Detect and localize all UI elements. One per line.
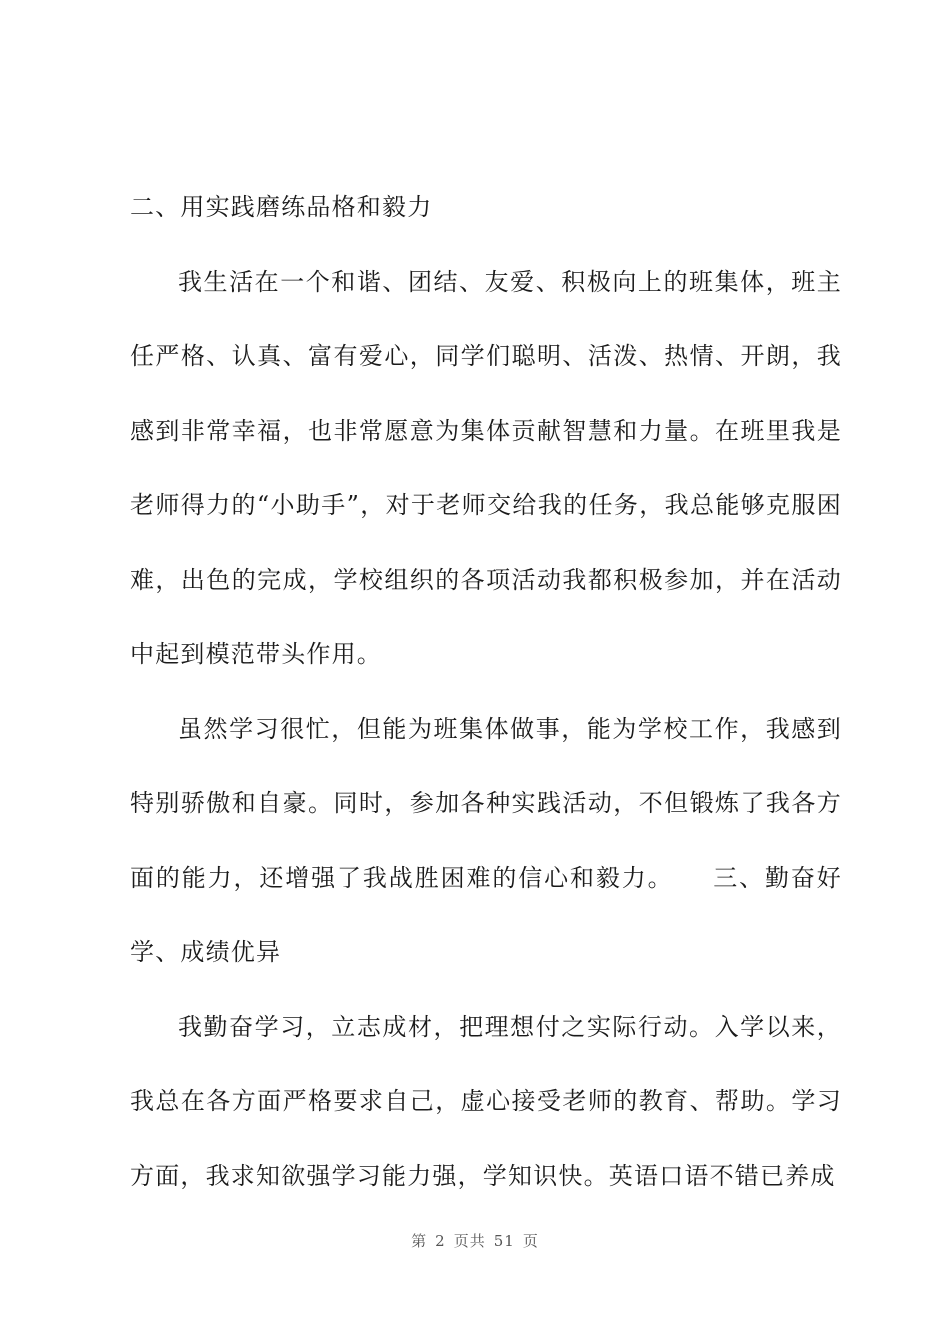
body-paragraph: 我生活在一个和谐、团结、友爱、积极向上的班集体，班主任严格、认真、富有爱心，同学们聪明、活泼、热情、开朗，我感到非常幸福，也非常愿意为集体贡献智慧和力量。在班里我是老师得力的“小助手”，对于老师交给我的任务，我总能够克服困难，出色的完成，学校组织的各项活动我都积极参加，并在活动中起到模范带头作用。 [130, 267, 842, 668]
footer-prefix: 第 [411, 1232, 428, 1250]
footer-total-pages: 51 [493, 1232, 515, 1250]
body-paragraph: 我勤奋学习，立志成材，把理想付之实际行动。入学以来，我总在各方面严格要求自己，虚心接受老师的教育、帮助。学习方面，我求知欲强学习能力强，学知识快。英语口语不错已养成 [130, 1012, 842, 1190]
footer-suffix: 页 [522, 1232, 539, 1250]
footer-current-page: 2 [435, 1232, 446, 1250]
section-heading: 二、用实践磨练品格和毅力 [130, 193, 433, 221]
body-paragraph: 虽然学习很忙，但能为班集体做事，能为学校工作，我感到特别骄傲和自豪。同时，参加各种实践活动，不但锻炼了我各方面的能力，还增强了我战胜困难的信心和毅力。 三、勤奋好学、成绩优异 [130, 714, 842, 966]
document-body [130, 170, 842, 1213]
page-footer [0, 1230, 950, 1251]
footer-middle: 页共 [453, 1232, 486, 1250]
